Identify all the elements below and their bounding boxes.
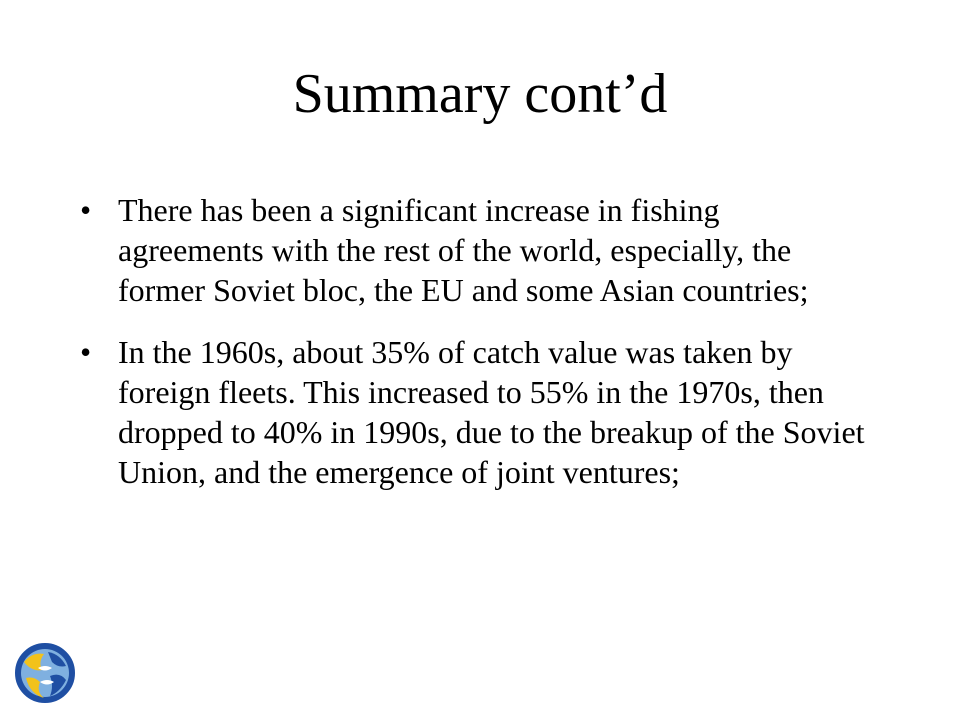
bullet-item-fishing-agreements	[80, 190, 870, 310]
bullet-list	[80, 190, 870, 514]
bullet-icon: •	[80, 192, 92, 228]
bullet-item-catch-value	[80, 332, 870, 492]
bullet-text: In the 1960s, about 35% of catch value was taken by foreign fleets. This increased to 55% in the 1970s, then dropped to 40% in 1990s, due to the breakup of the Soviet Union, and the emergence of joint ventures;	[118, 334, 865, 490]
bullet-text: There has been a significant increase in fishing agreements with the rest of the world, especially, the former Soviet bloc, the EU and some Asian countries;	[118, 192, 809, 308]
bullet-icon: •	[80, 334, 92, 370]
slide-title: Summary cont’d	[292, 63, 668, 125]
fisheries-globe-logo-icon	[14, 642, 76, 704]
